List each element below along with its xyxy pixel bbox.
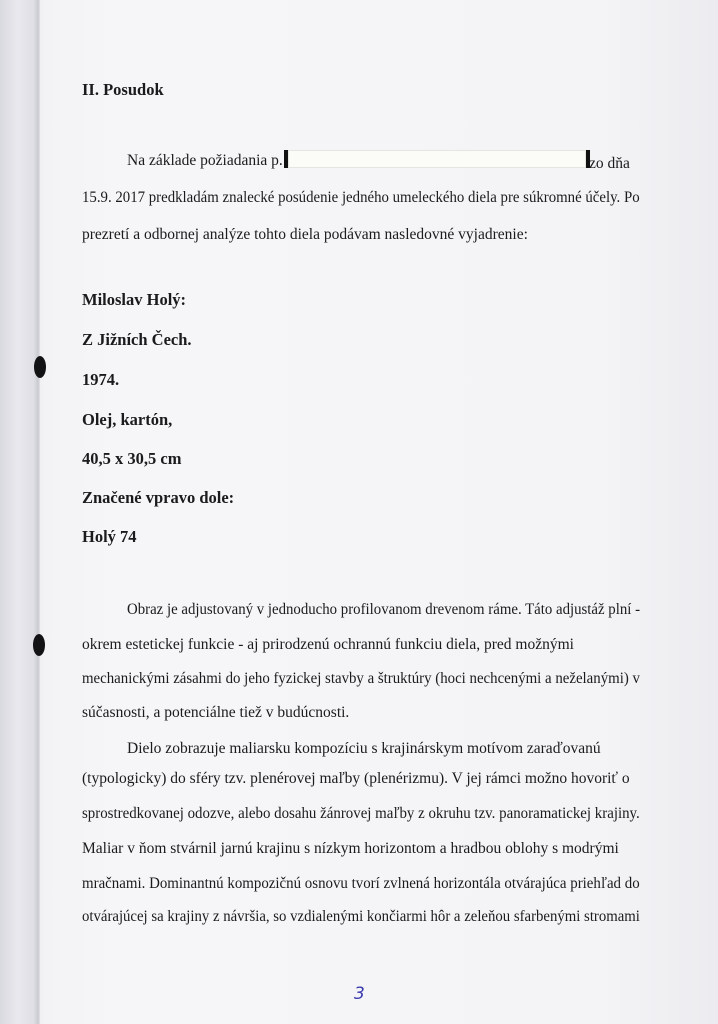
intro-line-1-start: Na základe požiadania p.	[127, 152, 283, 169]
artwork-year: 1974.	[82, 370, 120, 389]
paragraph2-line: otvárajúcej sa krajiny z návršia, so vzdialenými končiarmi hôr a zeleňou sfarbenými stromami	[82, 908, 640, 925]
artwork-title: Z Jižních Čech.	[82, 330, 192, 349]
handwritten-page-number: 3	[354, 984, 365, 1004]
paragraph2-line: sprostredkovanej odozve, alebo dosahu žánrovej maľby z okruhu tzv. panoramatickej krajiny.	[82, 805, 640, 822]
paragraph2-line: Maliar v ňom stvárnil jarnú krajinu s nízkym horizontom a hradbou oblohy s modrými	[82, 840, 619, 857]
paragraph2-line: Dielo zobrazuje maliarsku kompozíciu s krajinárskym motívom zaraďovanú	[127, 740, 601, 757]
artwork-dimensions: 40,5 x 30,5 cm	[82, 449, 182, 468]
artwork-medium: Olej, kartón,	[82, 410, 173, 429]
paragraph1-line: súčasnosti, a potenciálne tiež v budúcnosti.	[82, 704, 350, 721]
intro-line-3: prezretí a odbornej analýze tohto diela podávam nasledovné vyjadrenie:	[82, 226, 528, 243]
section-heading: II. Posudok	[82, 80, 164, 99]
paragraph2-line: (typologicky) do sféry tzv. plenérovej maľby (plenérizmu). V jej rámci možno hovoriť o	[82, 770, 630, 787]
intro-line-2: 15.9. 2017 predkladám znalecké posúdenie jedného umeleckého diela pre súkromné účely. Po	[82, 189, 640, 206]
artwork-signed-label: Značené vpravo dole:	[82, 488, 235, 507]
paragraph1-line: mechanickými zásahmi do jeho fyzickej stavby a štruktúry (hoci nechcenými a neželanými) v	[82, 670, 640, 687]
redacted-name	[284, 150, 590, 168]
artwork-author: Miloslav Holý:	[82, 290, 187, 309]
paragraph1-line: okrem estetickej funkcie - aj prirodzenú ochrannú funkciu diela, pred možnými	[82, 636, 574, 653]
intro-line-1-end: zo dňa	[589, 155, 630, 172]
paragraph1-line: Obraz je adjustovaný v jednoducho profilovanom drevenom ráme. Táto adjustáž plní -	[127, 601, 641, 618]
artwork-signature: Holý 74	[82, 527, 137, 546]
paragraph2-line: mračnami. Dominantnú kompozičnú osnovu tvorí zvlnená horizontála otvárajúca priehľad do	[82, 875, 640, 892]
